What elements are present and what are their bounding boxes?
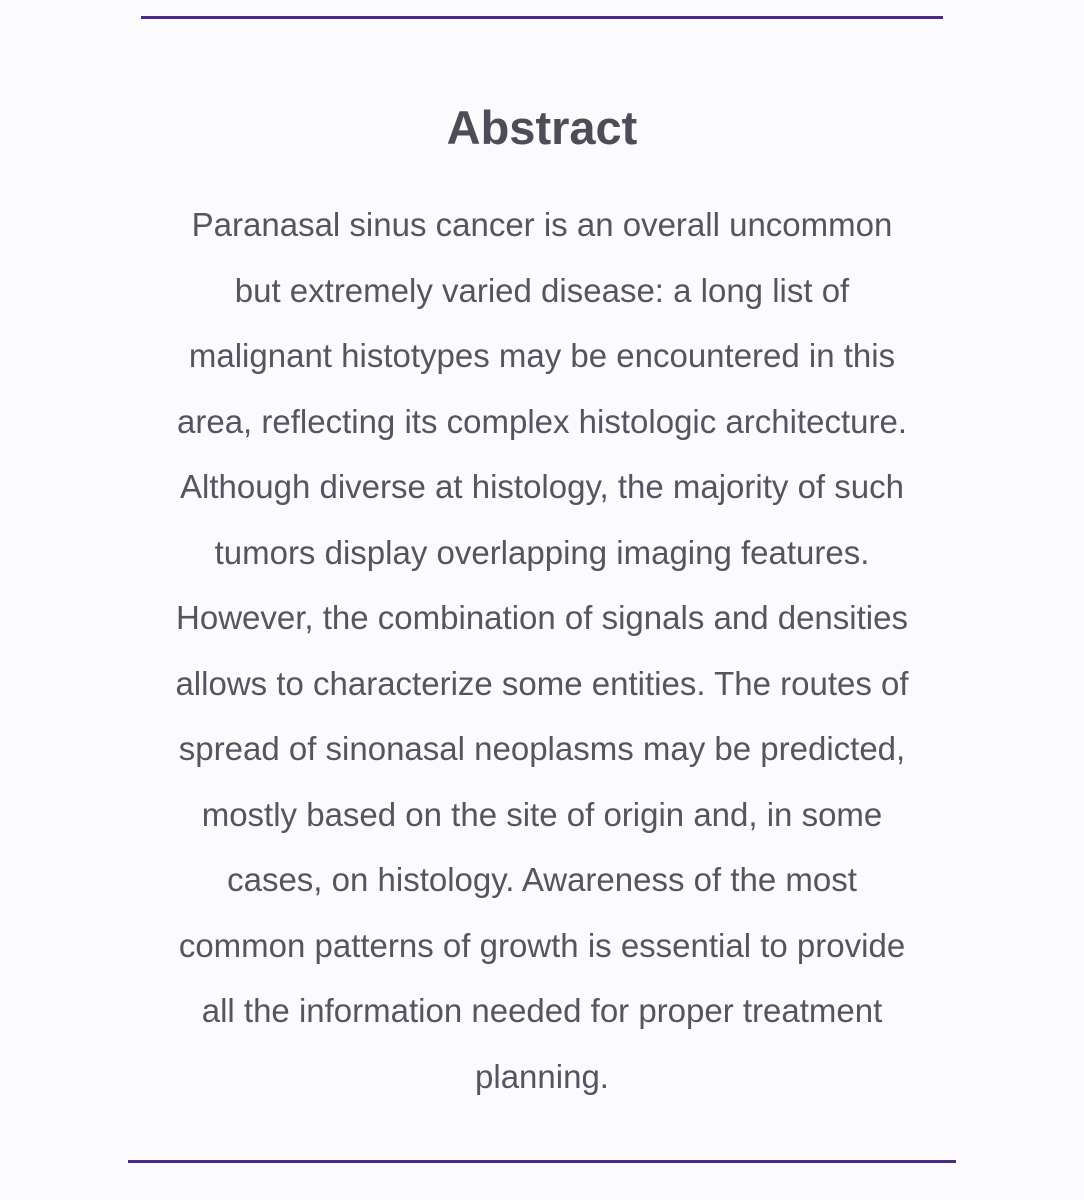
abstract-line: Although diverse at histology, the majority of such <box>180 468 904 505</box>
abstract-line: allows to characterize some entities. The routes of <box>175 664 909 702</box>
abstract-line: planning. <box>475 1057 609 1095</box>
abstract-line: cases, on histology. Awareness of the most <box>227 861 857 898</box>
abstract-line: However, the combination of signals and densities <box>176 599 908 636</box>
bottom-divider <box>128 1160 956 1163</box>
top-divider <box>141 16 943 19</box>
abstract-body <box>0 192 1084 1109</box>
abstract-line: mostly based on the site of origin and, in some <box>201 795 883 833</box>
abstract-line: malignant histotypes may be encountered in this <box>188 337 896 374</box>
abstract-line: Paranasal sinus cancer is an overall uncommon <box>191 206 893 243</box>
abstract-line: all the information needed for proper treatment <box>201 992 883 1029</box>
abstract-line: common patterns of growth is essential to provide <box>178 926 906 964</box>
abstract-line: area, reflecting its complex histologic architecture. <box>177 402 907 440</box>
abstract-line: spread of sinonasal neoplasms may be predicted, <box>178 730 906 767</box>
abstract-line: tumors display overlapping imaging features. <box>214 533 870 571</box>
abstract-heading: Abstract <box>446 101 638 154</box>
abstract-line: but extremely varied disease: a long list of <box>234 271 850 309</box>
